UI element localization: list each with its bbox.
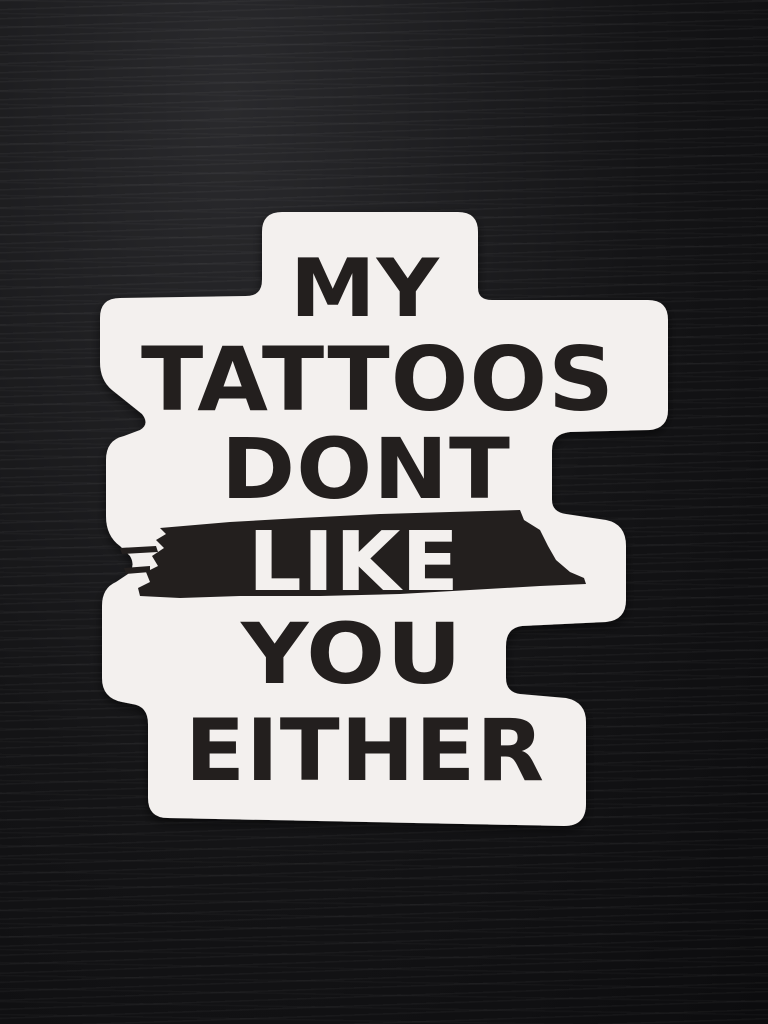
sticker-line-2: TATTOOS xyxy=(141,328,615,431)
sticker-line-5: YOU xyxy=(239,605,463,703)
sticker-line-1: MY xyxy=(290,242,441,335)
sticker-line-6: EITHER xyxy=(185,701,545,801)
sticker-line-3: DONT xyxy=(221,420,511,518)
sticker-line-4: LIKE xyxy=(248,515,460,610)
